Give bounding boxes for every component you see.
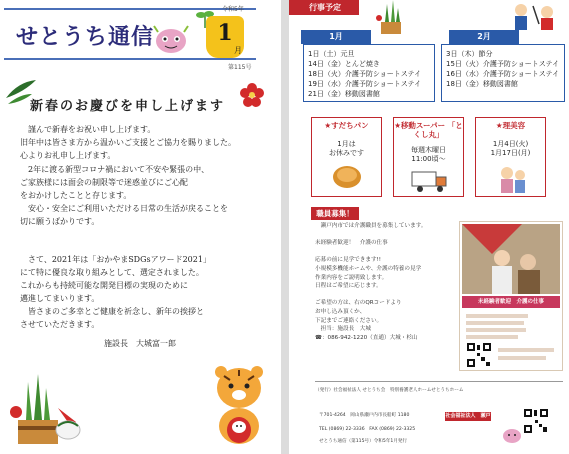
bread-icon — [332, 162, 362, 190]
kadomatsu-icon — [6, 368, 84, 448]
footer-mascot-icon — [501, 426, 523, 444]
poster-text-line — [466, 335, 518, 339]
poster-text-line — [498, 348, 554, 352]
february-tab: 2月 — [449, 30, 519, 44]
page-gutter — [281, 0, 289, 454]
director-signature: 施設長 大城富一郎 — [104, 339, 176, 348]
newsletter-front-page — [0, 0, 281, 454]
mascot-icon — [150, 22, 192, 56]
february-events: 3日（木）節分 15日（火）介護予防ショートステイ 16日（水）介護予防ショートステイ 18日（金）移動図書館 — [441, 44, 565, 102]
greeting-letter-part2: さて、2021年は「おかやまSDGsアワード2021」 にて特に優良な取り組みとして、選定されました。 これからも持続可能な開発目標の実現のために 邁進してまいります。 皆さまのご多幸とご健康を祈念し、新年の挨拶と させていただきます。 — [20, 255, 211, 329]
footer-issue: せとうち通信（第115号）令和5年1月発行 — [319, 439, 408, 444]
service-body: 毎週木曜日 11:00頃～ — [411, 146, 446, 163]
new-year-greeting: 新春のお慶びを申し上げます — [30, 99, 226, 114]
recruit-tab: 職員募集！ — [311, 207, 359, 220]
footer-qr-code[interactable] — [523, 408, 549, 434]
recruit-text: 瀬戸内市では介護職員を募集しています。 未経験者歓迎！ 介護の仕事 応募の前に見学できます!! 小規模多機能ホームや、介護の特養の見学 作業内容をご説明致します。 日程はご希望に応じます。 ご希望の方は、右のQRコードより お申し込み頂くか、 下記までご連絡ください。 担当：施設長 大城 ☎：086-942-1220（直通）大城・杉山 — [315, 223, 427, 341]
service-body: 1月4日(火) 1月17日(月) — [490, 140, 531, 157]
poster-text-line — [498, 356, 546, 360]
poster-heading: 未経験者歓迎 介護の仕事 — [462, 296, 560, 308]
issue-year: 令和5年 — [222, 6, 244, 13]
greeting-letter-part1: 謹んで新春をお祝い申し上げます。 旧年中は皆さま方から温かいご支援とご協力を賜りました。 心よりお礼申し上げます。 2年に渡る新型コロナ禍において不安や緊張の中、 ご家族様には面会の制限等で迷惑並びにご心配 をおかけしたことと存じます。 安心・安全にご利用いただける日常の生活が戻ることを 切に願うばかりです。 — [20, 125, 236, 227]
organization-stamp: 社会福祉法人 瀬戸会 — [445, 413, 491, 428]
footer-address: 〒701-4264 岡山県瀬戸内市長船町 1180 — [319, 413, 410, 418]
poster-text-line — [466, 328, 526, 332]
events-tab: 行事予定 — [289, 0, 359, 15]
january-events: 1日（土）元旦 14日（金）とんど焼き 18日（火）介護予防ショートステイ 19日（水）介護予防ショートステイ 21日（金）移動図書館 — [303, 44, 435, 102]
newsletter-back-page — [289, 0, 569, 454]
service-title: ★移動スーパー 「とくし丸」 — [394, 121, 463, 139]
newsletter-title: せとうち通信 — [16, 24, 155, 50]
service-card-sudachi-bread — [311, 117, 382, 197]
service-card-hair-salon — [475, 117, 546, 197]
service-body: 1月は お休みです — [329, 140, 364, 157]
recruit-poster — [459, 221, 563, 371]
service-card-mobile-supermarket — [393, 117, 464, 197]
poster-text-line — [466, 321, 524, 325]
month-number: 1 — [217, 20, 233, 46]
poster-text-line — [466, 314, 528, 318]
poster-qr-code[interactable] — [466, 342, 492, 368]
service-title: ★すだちパン — [324, 121, 369, 130]
footer-phone: TEL (0869) 22-3336 FAX (0869) 22-3325 — [319, 427, 416, 432]
truck-icon — [410, 168, 450, 194]
footer-publisher: （発行）社会福祉法人 せとうち会 特別養護老人ホームせとうちホーム — [315, 388, 464, 393]
caregiver-photo — [462, 224, 560, 294]
month-unit: 月 — [234, 46, 242, 55]
kadomatsu-small-icon — [375, 0, 409, 36]
plum-blossom-icon — [240, 83, 264, 107]
publisher-footer — [315, 381, 563, 447]
service-title: ★理美容 — [495, 121, 526, 130]
tiger-mascot-icon — [208, 360, 270, 450]
month-badge — [206, 16, 244, 58]
january-tab: 1月 — [301, 30, 371, 44]
barber-icon — [496, 164, 528, 194]
issue-number: 第115号 — [228, 64, 252, 71]
